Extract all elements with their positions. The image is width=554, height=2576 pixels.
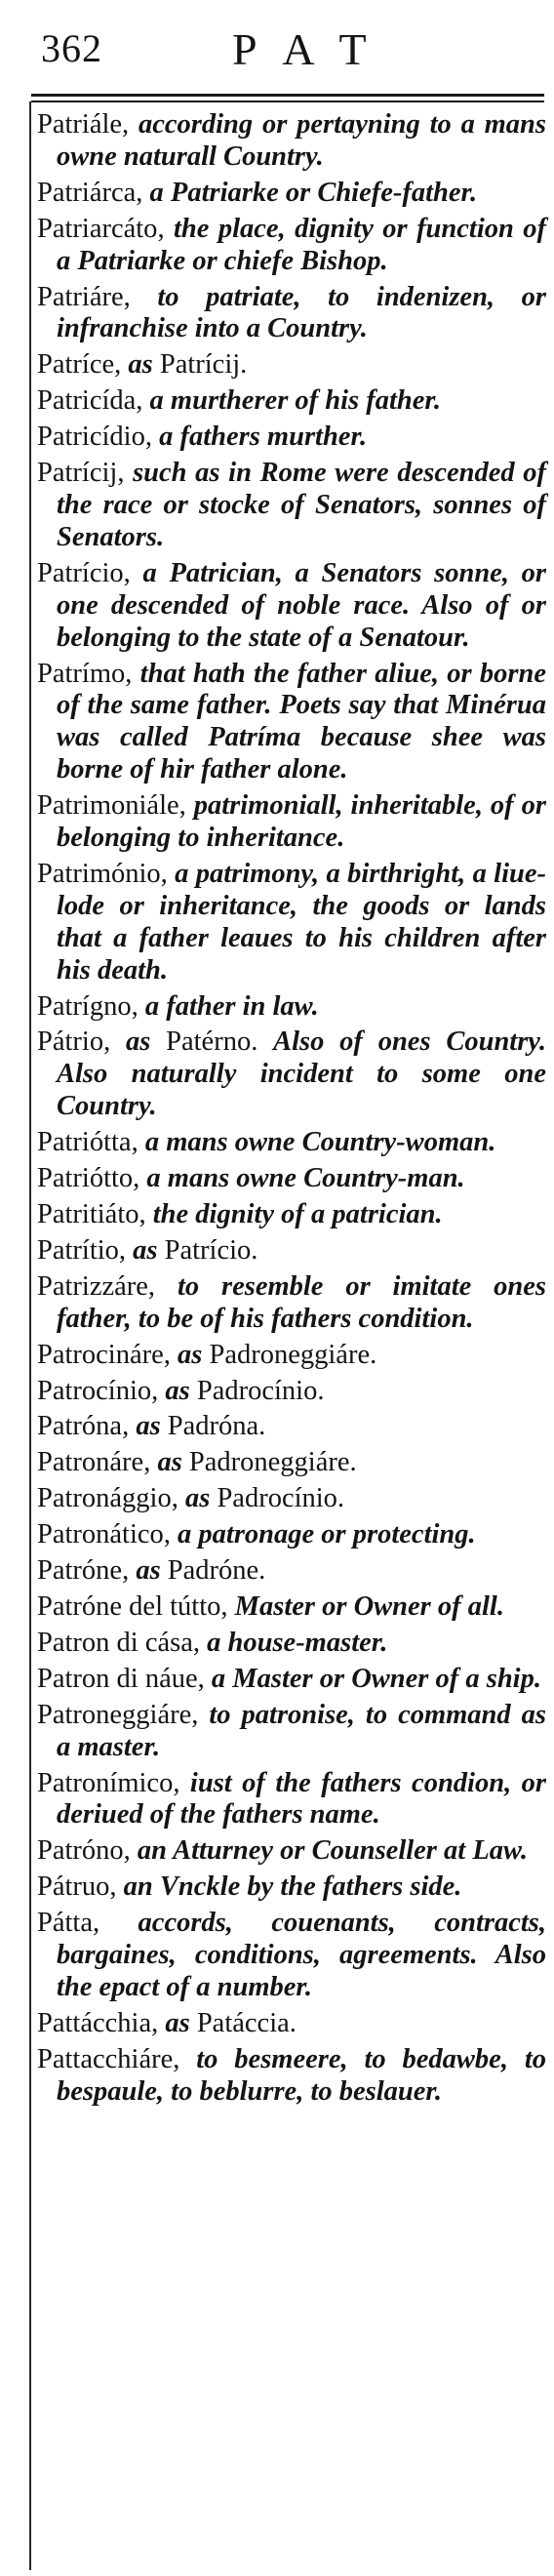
entry-headword: Pátrio [37,1026,104,1058]
entry-definition: accords, couenants, contracts, bargaines, conditions, agreements. Also the epact of a number. [57,1908,547,2002]
dictionary-entry [37,422,546,454]
entry-separator: , [118,1234,134,1266]
entry-definition: as [126,1026,151,1058]
entry-headword: Patrimoniále [37,790,179,822]
entry-definition: as [136,1411,161,1442]
dictionary-entry [37,1340,546,1372]
entry-separator: , [151,2007,166,2038]
entry-headword: Patriárca [37,177,137,208]
entry-definition: a patrimony, a birthright, a liue-lode or inheritance, the goods or lands that a father leaues to his children after his death. [57,858,547,986]
entry-definition: an Atturney or Counseller at Law. [137,1835,529,1867]
dictionary-entry [37,859,546,987]
entry-separator: , [192,1627,208,1658]
entry-headword: Patriáre [37,281,124,312]
dictionary-entry [37,1271,546,1336]
entry-definition: as [165,1375,190,1406]
dictionary-entry [37,1235,546,1268]
entry-separator: , [143,1447,158,1478]
column-rule [29,101,31,2570]
entry-definition: to besmeere, to bedawbe, to bespaule, to beblurre, to beslauer. [57,2043,546,2107]
entry-definition: that hath the father aliue, or borne of the same father. Poets say that Minérua was called Patríma because shee was borne of hir father alone. [57,658,547,785]
dictionary-entry [37,458,546,554]
entry-definition: a mans owne Country-man. [146,1163,465,1194]
entry-separator: , [131,1127,145,1158]
dictionary-entry [37,1768,546,1832]
entry-separator: , [122,1411,137,1442]
entry-definition: a mans owne Country-woman. [144,1127,496,1158]
entry-headword: Patrizzáre [37,1270,148,1302]
entry-definition: to resemble or imitate ones father, to be of his fathers condition. [57,1270,547,1334]
dictionary-entry [37,790,546,855]
entry-definition: as [184,1483,211,1514]
entry-headword: Patronímico [37,1767,174,1798]
entry-separator: , [136,385,150,417]
entry-definition: as [165,2007,190,2038]
dictionary-entry [37,558,546,655]
entry-headword: Patriarcáto [37,213,158,244]
entry-cross-reference: Padroneggiáre. [188,1447,357,1478]
entry-cross-reference: Padrocínio. [217,1483,345,1514]
entry-headword: Patritiáto [37,1199,139,1229]
entry-definition: as [178,1339,203,1370]
entry-definition: as [128,349,153,381]
entry-separator: , [138,1199,153,1229]
entry-separator: , [125,658,140,689]
entry-headword: Patronáre [37,1447,144,1478]
entry-separator: , [147,1270,178,1302]
entry-definition: according or pertayning to a mans owne naturall Country. [57,109,546,172]
entry-headword: Pattacchiáre [37,2043,174,2074]
entry-headword: Patróne [37,1555,123,1587]
dictionary-entry [37,659,546,787]
entry-definition: a patronage or protecting. [178,1519,476,1550]
entry-separator: , [131,990,145,1022]
entry-definition: as [133,1234,158,1266]
entry-headword: Patronático [37,1519,164,1550]
dictionary-entry [37,1026,546,1123]
dictionary-entry [37,1628,546,1660]
entry-headword: Patronággio [37,1483,172,1514]
entry-definition: a fathers murther. [159,422,368,453]
page-header [10,0,544,94]
entry-headword: Patrícij [37,458,118,489]
dictionary-entry [37,1555,546,1588]
dictionary-entry [37,1908,546,2004]
entry-definition-continued: Also of ones Country. Also naturally incident to some one Country. [57,1026,547,1122]
entry-headword: Patríce [37,349,115,381]
entry-headword: Patroneggiáre [37,1699,192,1730]
entry-headword: Patron di cása [37,1627,193,1658]
entry-definition: a murtherer of his father. [149,385,442,417]
entry-definition: iust of the fathers condion, or deriued of the fathers name. [57,1767,547,1831]
dictionary-entry [37,178,546,210]
entry-separator: , [173,1767,190,1798]
entry-separator: , [93,1908,138,1939]
entry-separator: , [114,349,129,381]
entry-cross-reference: Patáccia. [196,2007,297,2038]
entry-separator: , [171,1483,185,1514]
entry-headword: Patrício [37,557,124,588]
entry-separator: , [160,858,176,889]
entry-definition: a Patrician, a Senators sonne, or one descended of noble race. Also of or belonging to the state of a Senatour. [57,557,546,653]
entry-cross-reference: Padroneggiáre. [209,1339,377,1370]
entry-separator: , [173,2043,197,2074]
entry-definition: as [157,1447,182,1478]
dictionary-entry [37,1199,546,1231]
entry-separator: , [136,177,150,208]
entry-cross-reference: Patérno. [166,1026,258,1058]
entry-headword: Pátruo [37,1872,110,1903]
entry-headword: Patriótta [37,1127,132,1158]
dictionary-entry [37,214,546,278]
entry-definition: a father in law. [144,990,319,1022]
entry-separator: , [163,1339,178,1370]
entry-cross-reference: Patrícij. [159,349,248,381]
header-rule-double [31,101,544,102]
dictionary-entry [37,1483,546,1515]
entry-definition: as [136,1555,161,1587]
entry-definition: Master or Owner of all. [234,1590,504,1622]
entry-definition: an Vnckle by the fathers side. [123,1872,462,1903]
entry-headword: Patrocináre [37,1339,164,1370]
dictionary-entry [37,1127,546,1159]
header-rule [31,94,544,97]
dictionary-entry [37,282,546,346]
entry-separator: , [197,1663,212,1694]
dictionary-entry [37,1591,546,1624]
entry-separator: , [123,1835,138,1867]
entry-headword: Patriótto [37,1163,134,1194]
entry-headword: Pátta [37,1908,93,1939]
entry-separator: , [122,109,138,140]
entry-cross-reference: Padrocínio. [196,1375,325,1406]
entry-definition: the place, dignity or function of a Patriarke or chiefe Bishop. [57,213,547,276]
entry-definition: a Patriarke or Chiefe-father. [149,177,478,208]
dictionary-entry [37,385,546,418]
dictionary-entry [37,1835,546,1868]
entry-separator: , [220,1590,235,1622]
entry-definition: a Master or Owner of a ship. [211,1663,541,1694]
entry-definition: such as in Rome were descended of the race or stocke of Senators, sonnes of Senators. [57,458,546,552]
entry-separator: , [117,458,134,489]
entry-definition: the dignity of a patrician. [152,1199,443,1229]
entry-cross-reference: Padróna. [167,1411,266,1442]
entry-separator: , [109,1872,124,1903]
dictionary-entry [37,1664,546,1696]
entry-separator: , [103,1026,126,1058]
entry-headword: Patrímo [37,658,126,689]
entry-headword: Patriále [37,109,123,140]
dictionary-entry [37,349,546,382]
entry-definition: to patriate, to indenizen, or infranchise into a Country. [57,281,546,344]
entry-separator: , [163,1519,178,1550]
entry-headword: Patrígno [37,990,132,1022]
dictionary-entry [37,991,546,1024]
dictionary-entry [37,2008,546,2040]
entry-separator: , [178,790,194,822]
dictionary-entry [37,1872,546,1904]
entry-separator: , [157,213,174,244]
entry-headword: Patrítio [37,1234,119,1266]
entry-separator: , [151,1375,166,1406]
dictionary-entry [37,1447,546,1479]
entry-headword: Patricída [37,385,137,417]
entry-headword: Patricídio [37,422,145,453]
entry-separator: , [123,281,158,312]
dictionary-entry [37,1411,546,1443]
entry-headword: Patróne del tútto [37,1590,221,1622]
entry-separator: , [122,1555,137,1587]
entry-headword: Pattácchia [37,2007,152,2038]
entry-headword: Patróna [37,1411,123,1442]
entry-definition: patrimoniall, inheritable, of or belonging to inheritance. [57,790,546,854]
entry-cross-reference: Patrício. [164,1234,258,1266]
entry-headword: Patron di náue [37,1663,198,1694]
entry-definition: to patronise, to command as a master. [57,1699,546,1762]
dictionary-entry [37,1376,546,1408]
entry-separator: , [133,1163,147,1194]
entry-list [37,109,546,2113]
entry-headword: Patróno [37,1835,124,1867]
dictionary-entry [37,1519,546,1551]
dictionary-entry [37,109,546,174]
entry-definition: a house-master. [207,1627,388,1658]
page-number: 362 [41,26,102,70]
running-head: PAT [232,24,396,74]
entry-headword: Património [37,858,161,889]
entry-separator: , [123,557,143,588]
entry-headword: Patrocínio [37,1375,152,1406]
entry-separator: , [144,422,160,453]
dictionary-entry [37,2044,546,2109]
entry-separator: , [191,1699,210,1730]
entry-cross-reference: Padróne. [167,1555,266,1587]
dictionary-entry [37,1700,546,1764]
dictionary-entry [37,1163,546,1195]
